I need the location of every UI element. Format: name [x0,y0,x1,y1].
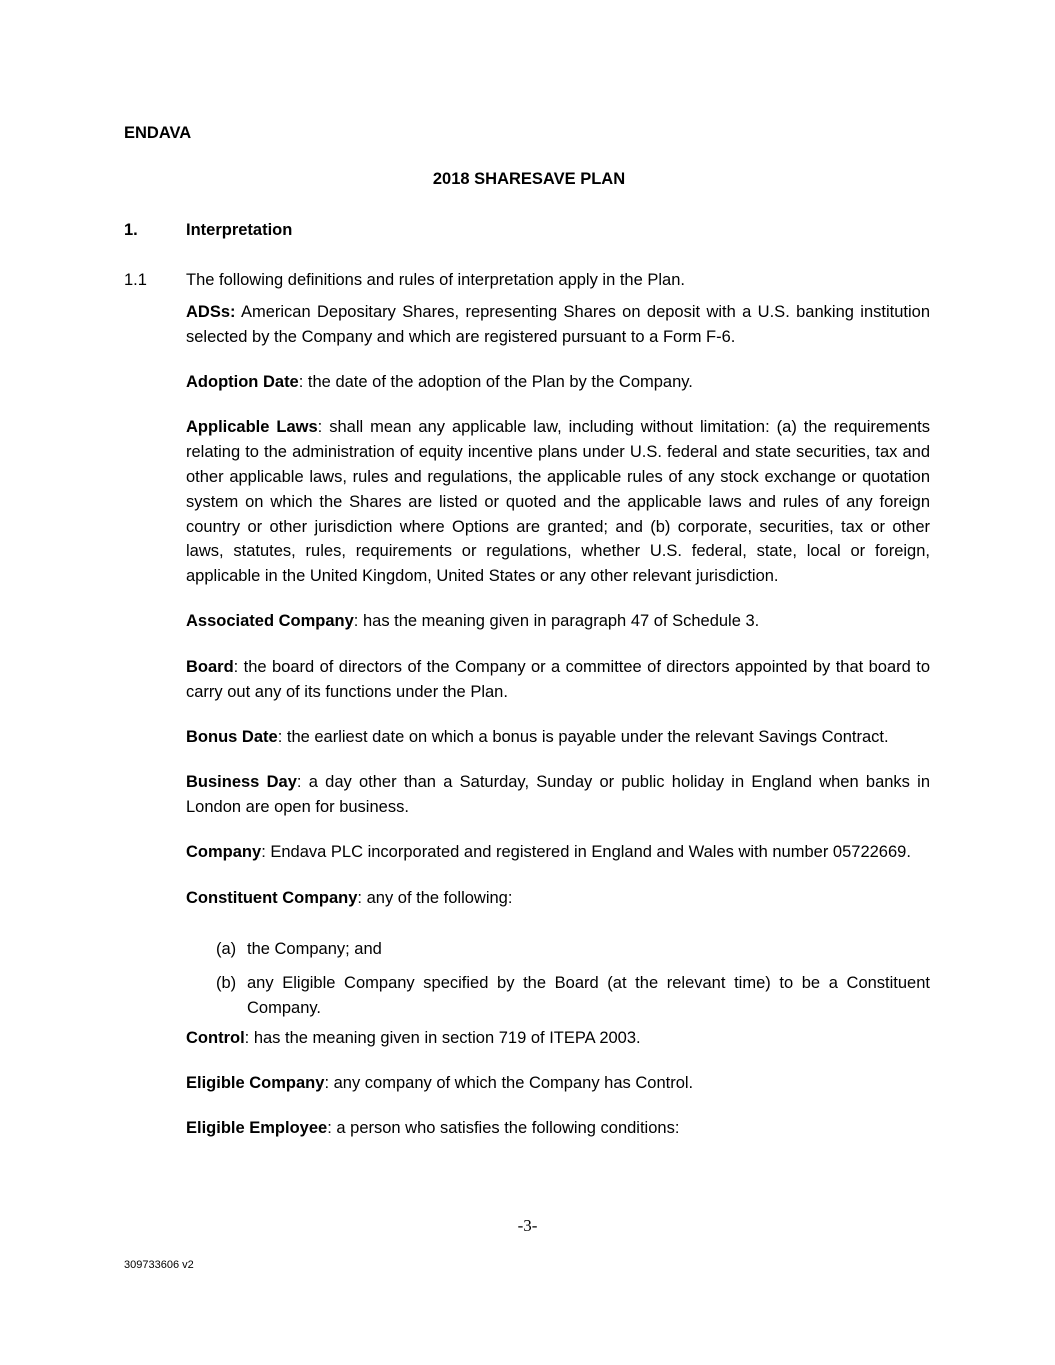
page-number: -3- [517,1216,538,1235]
definition-term: Board [186,657,234,676]
document-id: 309733606 v2 [124,1259,194,1271]
section-title: Interpretation [186,221,293,239]
definition-applicable-laws [186,415,930,589]
definition-text: American Depositary Shares, representing Shares on deposit with a U.S. banking institution selected by the Company and which are registered pursuant to a Form F-6. [186,303,930,346]
definition-text: : shall mean any applicable law, including without limitation: (a) the requirements relating to the administration of equity incentive plans under U.S. federal and state securities, tax and other applicable laws, rules and regulations, the applicable rules of any stock exchange or quotation system on which the Shares are listed or quoted and the applicable laws and rules of any foreign country or other jurisdiction where Options are granted; and (b) corporate, securities, tax or other laws, statutes, rules, requirements or regulations, whether U.S. federal, state, local or foreign, applicable in the United Kingdom, United States or any other relevant jurisdiction. [186,418,930,586]
definition-adoption-date [186,370,930,395]
list-item-label: (b) [216,974,237,993]
subsection-number: 1.1 [124,271,147,289]
plan-title: 2018 SHARESAVE PLAN [432,170,626,188]
definition-text: : a person who satisfies the following conditions: [327,1119,680,1138]
definition-text: : the board of directors of the Company or a committee of directors appointed by that board to carry out any of its functions under the Plan. [186,657,930,701]
definition-term: Constituent Company [186,888,358,907]
section-number: 1. [124,221,138,239]
constituent-company-list [186,937,930,1020]
definition-term: Bonus Date [186,727,278,746]
list-item-text: the Company; and [247,940,382,959]
definition-business-day [186,770,930,820]
list-item-label: (a) [216,940,237,959]
definition-constituent-company [186,886,930,911]
definition-term: Eligible Employee [186,1119,328,1138]
definition-eligible-employee [186,1116,930,1141]
definition-company [186,840,930,865]
definition-term: Control [186,1028,245,1047]
list-item-text: any Eligible Company specified by the Board (at the relevant time) to be a Constituent Company. [247,974,930,1017]
definition-board [186,655,930,705]
definition-term: Business Day [186,773,297,792]
definition-text: : Endava PLC incorporated and registered in England and Wales with number 05722669. [261,843,911,862]
definition-control [186,1026,930,1051]
definition-text: : the earliest date on which a bonus is payable under the relevant Savings Contract. [277,727,889,746]
definition-term: ADSs: [186,303,236,321]
definition-term: Adoption Date [186,373,299,392]
definition-text: : a day other than a Saturday, Sunday or public holiday in England when banks in London are open for business. [186,773,931,816]
definitions-list [186,300,930,1162]
definition-bonus-date [186,725,930,750]
definition-text: : has the meaning given in section 719 of ITEPA 2003. [244,1028,641,1047]
company-heading: ENDAVA [124,124,192,142]
definition-term: Associated Company [186,612,354,631]
subsection-intro: The following definitions and rules of interpretation apply in the Plan. [186,271,685,289]
definition-term: Eligible Company [186,1074,325,1093]
list-item [186,937,930,962]
definition-associated-company [186,609,930,634]
definition-adss [186,300,930,350]
definition-eligible-company [186,1071,930,1096]
list-item [186,971,930,1021]
definition-text: : has the meaning given in paragraph 47 of Schedule 3. [353,612,760,631]
definition-term: Company [186,843,262,862]
definition-text: : the date of the adoption of the Plan by the Company. [298,373,693,392]
definition-text: : any company of which the Company has Control. [324,1074,694,1093]
definition-text: : any of the following: [357,888,513,907]
definition-term: Applicable Laws [186,418,318,437]
